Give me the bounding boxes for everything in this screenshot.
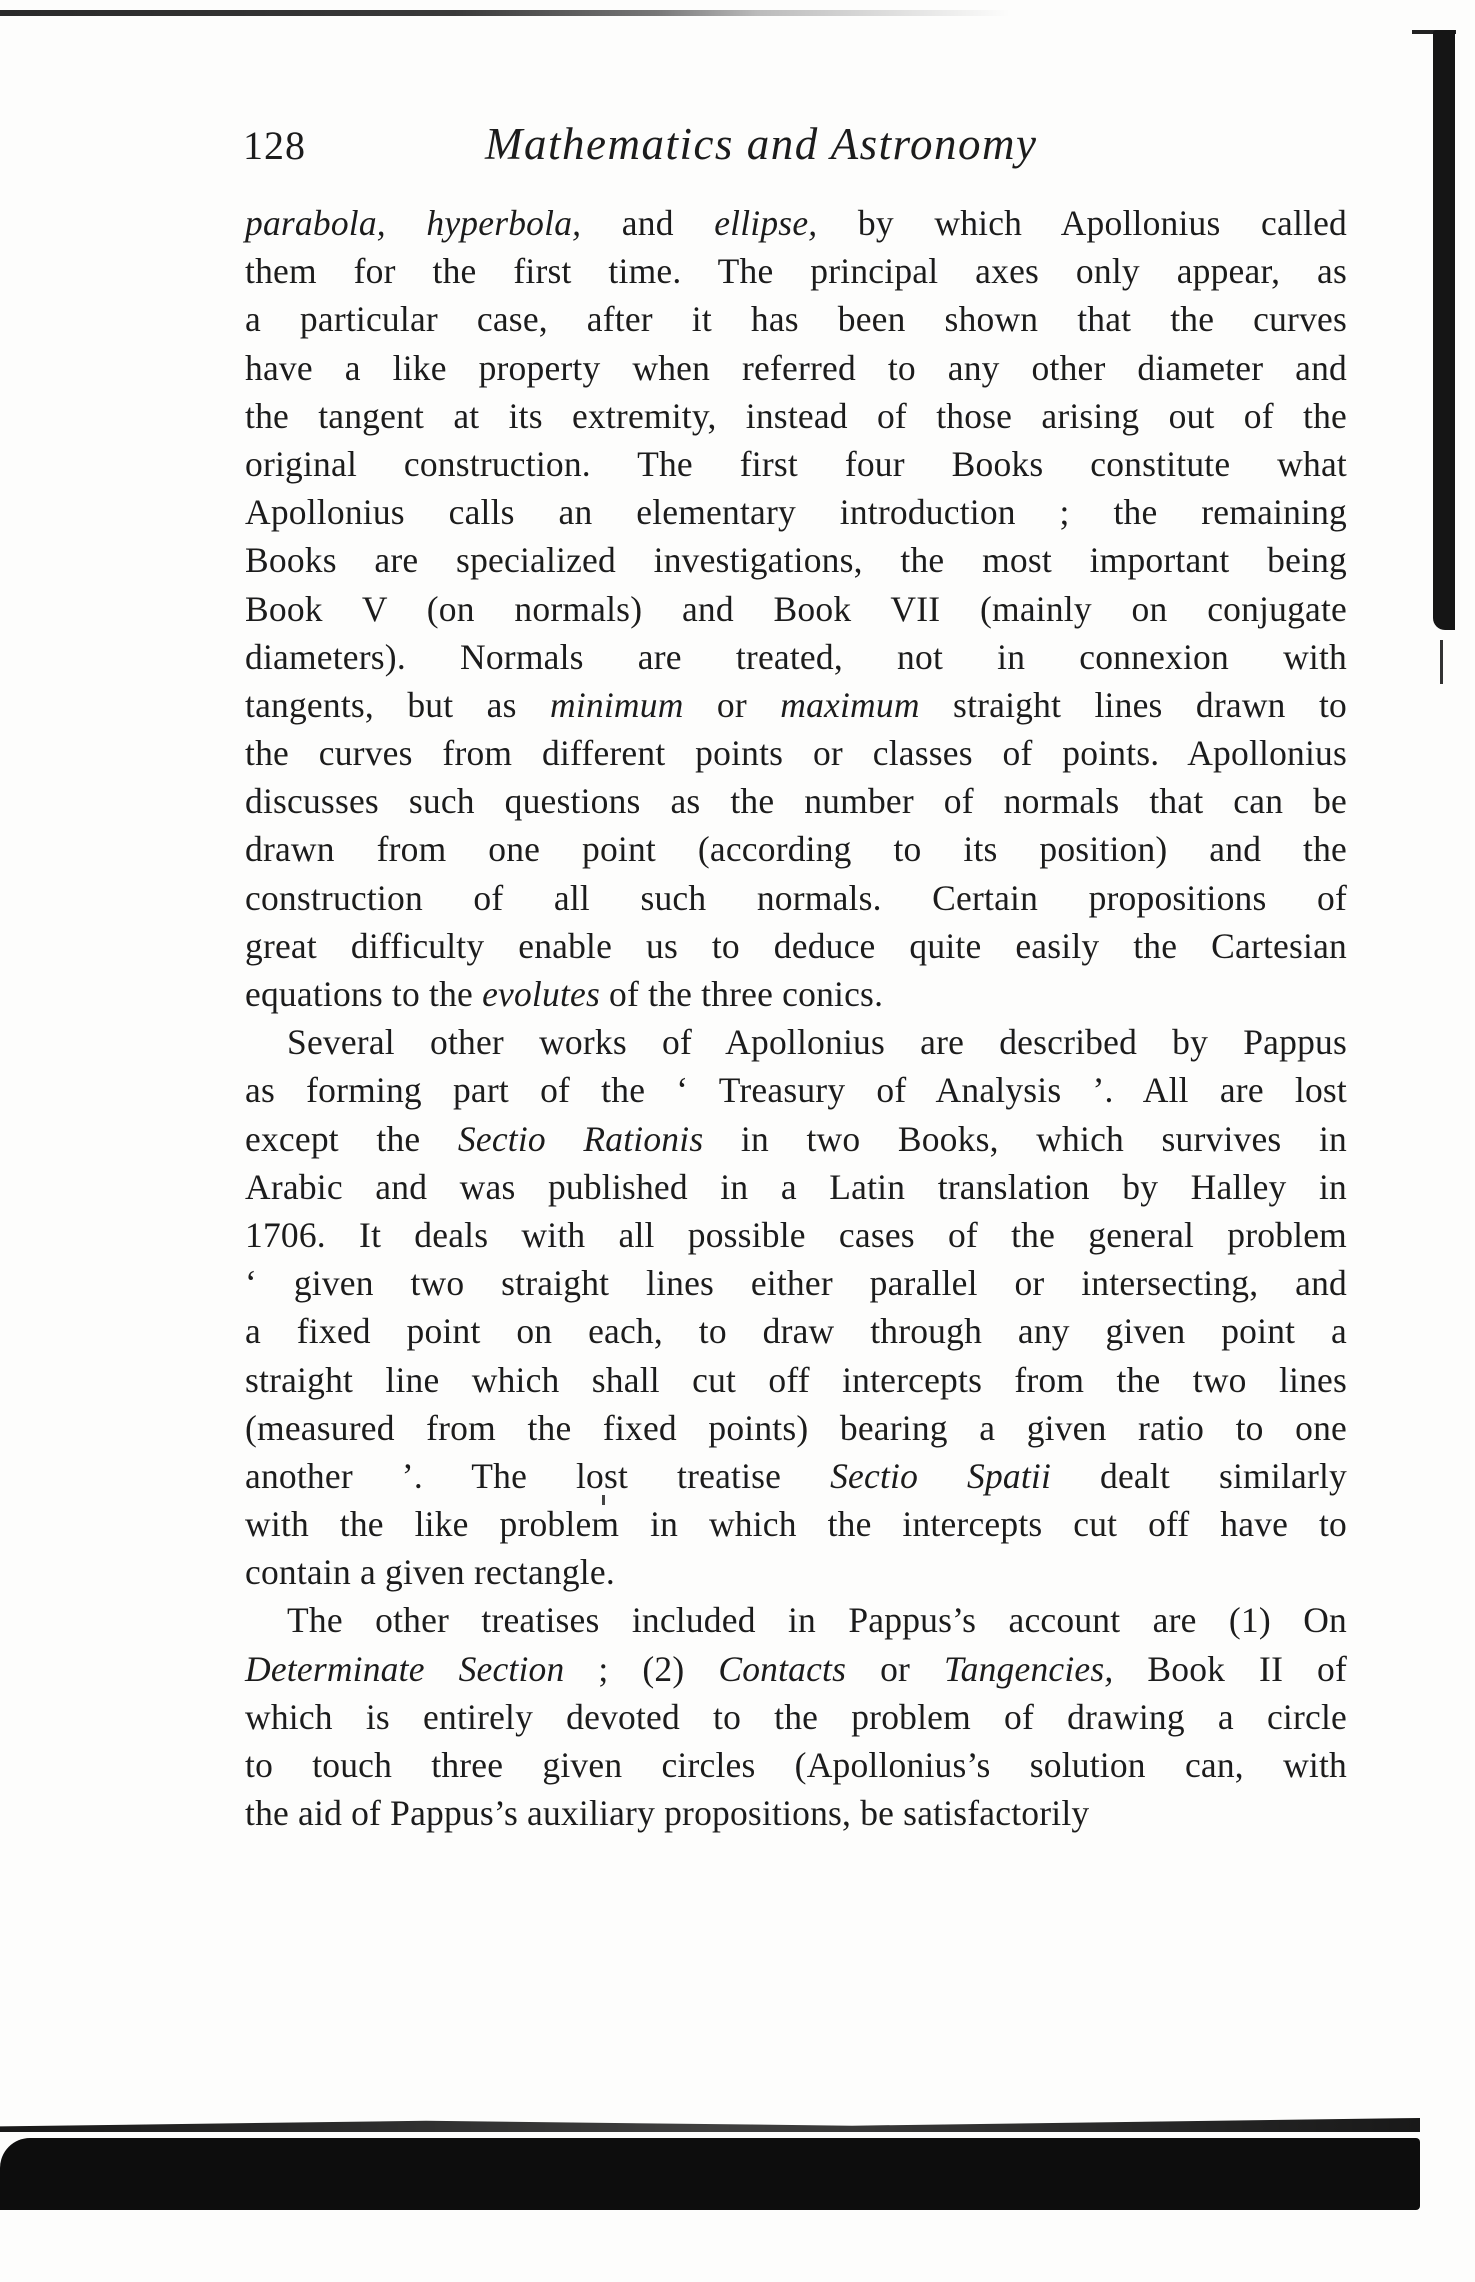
text-line <box>245 1163 1347 1211</box>
text-run: original construction. The first four Books constitute what <box>245 443 1347 484</box>
text-run: (measured from the fixed points) bearing a given ratio to one <box>245 1407 1347 1448</box>
text-line <box>245 1548 1347 1596</box>
text-run: the tangent at its extremity, instead of those arising out of the <box>245 395 1347 436</box>
text-run: equations to the <box>245 974 483 1014</box>
text-run: Arabic and was published in a Latin translation by Halley in <box>245 1166 1347 1207</box>
scan-edge-bottom <box>0 2138 1420 2210</box>
text-run: another ’. The lost treatise <box>245 1455 831 1496</box>
text-line <box>245 1066 1347 1114</box>
text-line <box>245 585 1347 633</box>
text-run: as forming part of the ‘ Treasury of Analysis ’. All are lost <box>245 1070 1347 1111</box>
text-run: and <box>581 203 715 243</box>
italic-term: Tangencies, <box>943 1648 1114 1689</box>
text-line <box>245 392 1347 440</box>
text-line <box>245 1789 1347 1837</box>
text-line <box>245 1452 1347 1500</box>
text-line <box>245 344 1347 392</box>
text-run: tangents, but as <box>245 684 550 725</box>
italic-term: maximum <box>780 684 920 725</box>
text-run: have a like property when referred to any other diameter and <box>245 347 1347 388</box>
text-run: Book II of <box>1113 1648 1347 1689</box>
text-run: by which Apollonius called <box>817 203 1347 243</box>
text-run: of the three conics. <box>599 974 884 1014</box>
text-run: ; (2) <box>564 1648 719 1689</box>
text-line <box>245 1211 1347 1259</box>
text-run: Several other works of Apollonius are described by Pappus <box>287 1022 1347 1063</box>
text-line <box>245 1115 1347 1163</box>
text-line <box>245 488 1347 536</box>
body-text <box>245 199 1347 1837</box>
italic-term: Sectio Spatii <box>830 1455 1052 1496</box>
text-run: straight line which shall cut off intercepts from the two lines <box>245 1359 1347 1400</box>
text-run: which is entirely devoted to the problem of drawing a circle <box>245 1696 1347 1737</box>
text-line <box>245 777 1347 825</box>
text-line <box>245 922 1347 970</box>
text-run: 1706. It deals with all possible cases of the general problem <box>245 1214 1347 1255</box>
paragraph <box>245 1596 1347 1837</box>
text-line <box>245 1259 1347 1307</box>
text-run: great difficulty enable us to deduce quite easily the Cartesian <box>245 925 1347 966</box>
paragraph <box>245 1018 1347 1596</box>
text-run: a fixed point on each, to draw through any given point a <box>245 1311 1347 1352</box>
text-line <box>245 536 1347 584</box>
text-run: Book V (on normals) and Book VII (mainly on conjugate <box>245 588 1347 629</box>
text-run: Books are specialized investigations, the most important being <box>245 540 1347 581</box>
text-line <box>245 825 1347 873</box>
text-run: dealt similarly <box>1051 1455 1347 1496</box>
text-line <box>245 729 1347 777</box>
text-run: or <box>683 684 781 725</box>
text-line <box>245 199 1347 247</box>
italic-term: evolutes <box>482 974 600 1014</box>
text-run: contain a given rectangle. <box>245 1552 615 1593</box>
page-number: 128 <box>243 123 306 168</box>
scan-edge-bottom-thin <box>0 2118 1420 2132</box>
text-run: discusses such questions as the number of normals that can be <box>245 781 1347 822</box>
text-line <box>245 633 1347 681</box>
text-line <box>245 1693 1347 1741</box>
running-head <box>243 118 1348 178</box>
scan-edge-tick <box>1440 640 1443 684</box>
text-line <box>245 1404 1347 1452</box>
text-run: them for the first time. The principal axes only appear, as <box>245 251 1347 292</box>
text-run: construction of all such normals. Certain propositions of <box>245 877 1347 918</box>
text-run: or <box>846 1648 944 1689</box>
text-line <box>245 874 1347 922</box>
italic-term: ellipse, <box>714 203 818 243</box>
text-run: except the <box>245 1118 458 1159</box>
text-run: in two Books, which survives in <box>703 1118 1347 1159</box>
italic-term: parabola, hyperbola, <box>245 203 582 243</box>
text-line <box>245 970 1347 1018</box>
text-run: the aid of Pappus’s auxiliary propositions, be satisfactorily <box>245 1793 1090 1834</box>
text-line <box>245 295 1347 343</box>
text-run: the curves from different points or classes of points. Apollonius <box>245 733 1347 774</box>
italic-term: Sectio Rationis <box>457 1118 704 1159</box>
text-line <box>245 1018 1347 1066</box>
text-run: a particular case, after it has been shown that the curves <box>245 299 1347 340</box>
text-run: to touch three given circles (Apollonius’s solution can, with <box>245 1745 1347 1785</box>
italic-term: Contacts <box>718 1648 847 1689</box>
scan-edge-right <box>1433 30 1455 630</box>
text-run: Apollonius calls an elementary introduction ; the remaining <box>245 492 1347 533</box>
scan-edge-top <box>0 10 1010 16</box>
text-line <box>245 1596 1347 1644</box>
italic-term: Determinate Section <box>245 1648 565 1689</box>
text-line <box>245 1500 1347 1548</box>
text-line <box>245 681 1347 729</box>
italic-term: minimum <box>550 684 684 725</box>
text-line <box>245 1356 1347 1404</box>
running-title: Mathematics and Astronomy <box>485 119 1038 169</box>
text-run: drawn from one point (according to its position) and the <box>245 829 1347 870</box>
text-line <box>245 1307 1347 1355</box>
text-run: ‘ given two straight lines either parallel or intersecting, and <box>245 1263 1347 1304</box>
text-line <box>245 1645 1347 1693</box>
text-line <box>245 1741 1347 1789</box>
text-line <box>245 247 1347 295</box>
text-run: with the like problem in which the intercepts cut off have to <box>245 1504 1347 1545</box>
text-line <box>245 440 1347 488</box>
text-run: straight lines drawn to <box>919 684 1347 725</box>
text-run: The other treatises included in Pappus’s account are (1) On <box>287 1600 1347 1641</box>
paragraph <box>245 199 1347 1018</box>
text-run: diameters). Normals are treated, not in connexion with <box>245 636 1347 677</box>
